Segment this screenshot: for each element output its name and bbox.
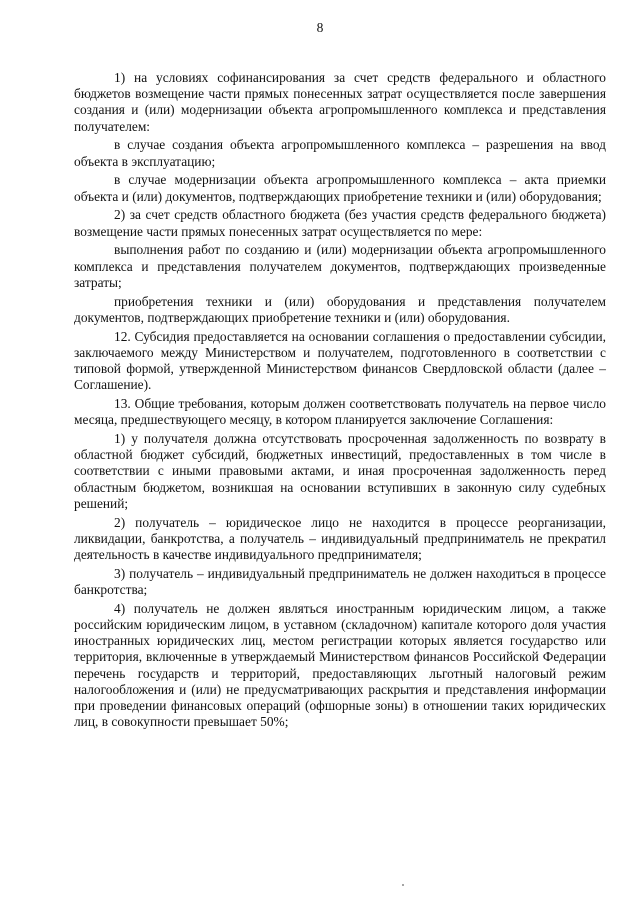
scan-speck (402, 884, 404, 886)
paragraph-2: в случае создания объекта агропромышленного комплекса – разрешения на ввод объекта в эксплуатацию; (74, 137, 606, 169)
paragraph-6: приобретения техники и (или) оборудования и представления получателем документов, подтверждающих приобретение техники и (или) оборудования. (74, 293, 606, 325)
paragraph-7: 12. Субсидия предоставляется на основании соглашения о предоставлении субсидии, заключаемого между Министерством и получателем, подготовленного в соответствии с типовой формой, утвержденной Министерством финансов Свердловской области (далее – Соглашение). (74, 328, 606, 393)
paragraph-10: 2) получатель – юридическое лицо не находится в процессе реорганизации, ликвидации, банкротства, а получатель – индивидуальный предприниматель не прекратил деятельность в качестве индивидуального предпринимателя; (74, 514, 606, 563)
paragraph-1: 1) на условиях софинансирования за счет средств федерального и областного бюджетов возмещение части прямых понесенных затрат осуществляется после завершения создания и (или) модернизации объекта агропромышленного комплекса и представления получателем: (74, 70, 606, 134)
paragraph-12: 4) получатель не должен являться иностранным юридическим лицом, а также российским юридическим лицом, в уставном (складочном) капитале которого доля участия иностранных юридических лиц, местом регистрации которых является государство или территория, включенные в утверждаемый Министерством финансов Российской Федерации перечень государств и территорий, предоставляющих льготный налоговый режим налогообложения и (или) не предусматривающих раскрытия и представления информации при проведении финансовых операций (офшорные зоны) в отношении таких юридических лиц, в совокупности превышает 50%; (74, 600, 606, 730)
paragraph-5: выполнения работ по созданию и (или) модернизации объекта агропромышленного комплекса и представления получателем документов, подтверждающих произведенные затраты; (74, 242, 606, 290)
paragraph-3: в случае модернизации объекта агропромышленного комплекса – акта приемки объекта и (или) документов, подтверждающих приобретение техники и (или) оборудования; (74, 172, 606, 204)
paragraph-9: 1) у получателя должна отсутствовать просроченная задолженность по возврату в областной бюджет субсидий, бюджетных инвестиций, предоставленных в том числе в соответствии с иными правовыми актами, и иная просроченная задолженность перед областным бюджетом, возникшая на основании вступивших в законную силу судебных решений; (74, 431, 606, 511)
page-number: 8 (316, 20, 324, 35)
paragraph-8: 13. Общие требования, которым должен соответствовать получатель на первое число месяца, предшествующего месяцу, в котором планируется заключение Соглашения: (74, 396, 606, 428)
paragraph-11: 3) получатель – индивидуальный предприниматель не должен находиться в процессе банкротства; (74, 565, 606, 598)
document-body (74, 70, 606, 733)
paragraph-4: 2) за счет средств областного бюджета (без участия средств федерального бюджета) возмещение части прямых понесенных затрат осуществляется по мере: (74, 207, 606, 239)
